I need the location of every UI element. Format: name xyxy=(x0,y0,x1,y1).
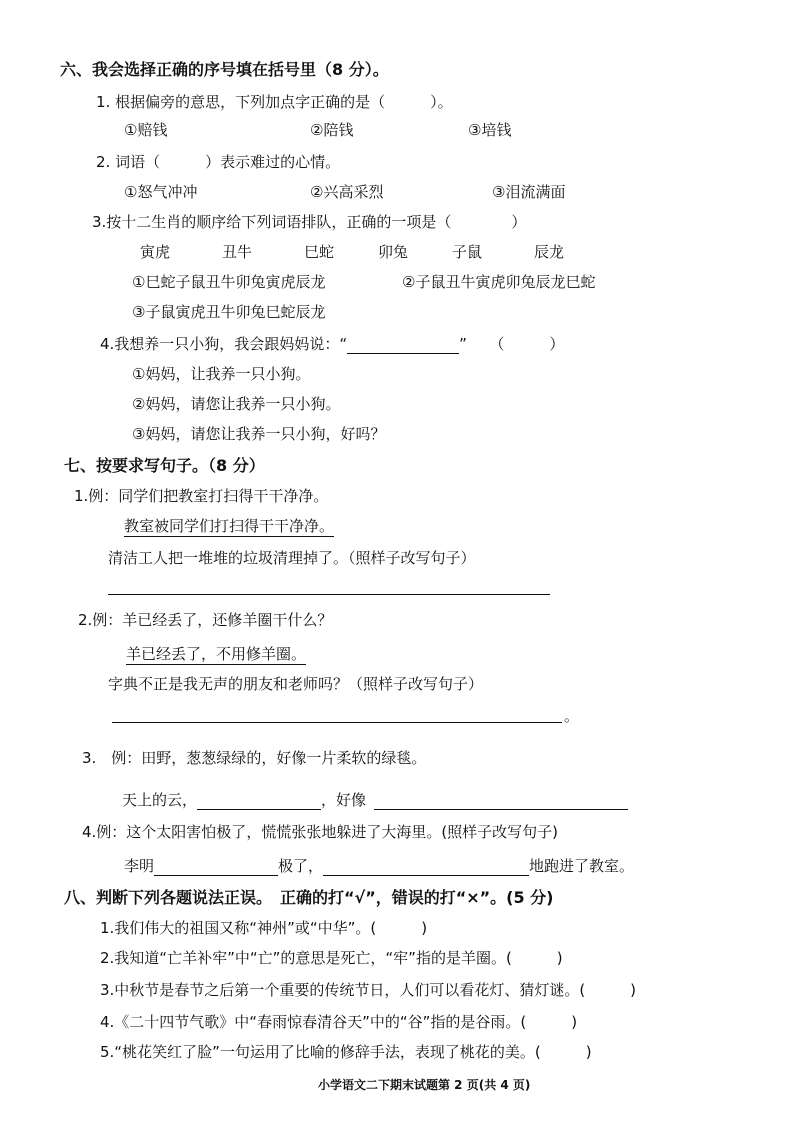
s6-q3-word: 巳蛇 xyxy=(304,243,335,261)
s6-q1-option-2: ②陪钱 xyxy=(310,121,354,139)
s7-q2-period: 。 xyxy=(564,707,580,725)
s7-q4-text-a: 李明 xyxy=(124,857,155,875)
s7-q4-example: 4.例：这个太阳害怕极了，慌慌张张地躲进了大海里。(照样子改写句子) xyxy=(82,823,559,841)
s6-q4-answer-blank[interactable] xyxy=(347,337,459,354)
s6-q4-option-2: ②妈妈，请您让我养一只小狗。 xyxy=(132,395,341,413)
s7-q4-blank-1[interactable] xyxy=(154,859,278,876)
s7-q1-task: 清洁工人把一堆堆的垃圾清理掉了。（照样子改写句子） xyxy=(108,549,476,567)
s7-q4-text-b: 极了， xyxy=(278,857,324,875)
s7-q1-example-answer xyxy=(124,516,334,536)
s7-q2-answer-line[interactable] xyxy=(112,722,562,723)
s6-q3-stem: 3.按十二生肖的顺序给下列词语排队，正确的一项是（ ） xyxy=(92,213,527,231)
s7-q2-example-answer xyxy=(126,644,306,664)
s6-q2-option-2: ②兴高采烈 xyxy=(310,183,384,201)
s7-q4-fill xyxy=(124,856,634,876)
s7-q3-text-b: ，好像 xyxy=(321,791,367,809)
s7-q1-answer-text: 教室被同学们打扫得干干净净。 xyxy=(124,517,335,535)
s6-q1-option-1: ①赔钱 xyxy=(124,121,168,139)
s6-q2-option-3: ③泪流满面 xyxy=(492,183,566,201)
s6-q3-word: 丑牛 xyxy=(222,243,253,261)
s7-q4-text-c: 地跑进了教室。 xyxy=(529,857,635,875)
s7-q3-blank-2[interactable] xyxy=(374,793,628,810)
s8-item-3: 3.中秋节是春节之后第一个重要的传统节日，人们可以看花灯、猜灯谜。( ) xyxy=(100,981,637,999)
s8-item-5: 5.“桃花笑红了脸”一句运用了比喻的修辞手法，表现了桃花的美。( ) xyxy=(100,1043,592,1061)
s6-q4-option-3: ③妈妈，请您让我养一只小狗，好吗？ xyxy=(132,425,386,443)
s7-q2-example: 2.例：羊已经丢了，还修羊圈干什么？ xyxy=(78,611,333,629)
s6-q2-option-1: ①怒气冲冲 xyxy=(124,183,198,201)
s6-q1-stem: 1. 根据偏旁的意思，下列加点字正确的是（ ）。 xyxy=(96,93,453,111)
s7-q1-answer-line[interactable] xyxy=(108,594,550,595)
s6-q4-stem-end: ” （ ） xyxy=(459,335,565,353)
section-6-title: 六、我会选择正确的序号填在括号里（8 分）。 xyxy=(60,60,389,79)
s6-q3-word: 子鼠 xyxy=(452,243,483,261)
s7-q2-answer-text: 羊已经丢了，不用修羊圈。 xyxy=(126,645,307,663)
section-8-title: 八、判断下列各题说法正误。 正确的打“√”，错误的打“×”。(5 分) xyxy=(64,888,554,907)
s7-q4-blank-2[interactable] xyxy=(323,859,529,876)
s6-q1-option-3: ③培钱 xyxy=(468,121,512,139)
s7-q1-example: 1.例：同学们把教室打扫得干干净净。 xyxy=(74,487,329,505)
s6-q3-option-3: ③子鼠寅虎丑牛卯兔巳蛇辰龙 xyxy=(132,303,326,321)
s6-q3-option-2: ②子鼠丑牛寅虎卯兔辰龙巳蛇 xyxy=(402,273,596,291)
s7-q3-example: 3. 例：田野，葱葱绿绿的，好像一片柔软的绿毯。 xyxy=(82,749,427,767)
s6-q4-stem xyxy=(100,334,564,354)
page-footer: 小学语文二下期末试题第 2 页(共 4 页) xyxy=(318,1078,531,1092)
s6-q3-option-1: ①巳蛇子鼠丑牛卯兔寅虎辰龙 xyxy=(132,273,326,291)
s8-item-2: 2.我知道“亡羊补牢”中“亡”的意思是死亡，“牢”指的是羊圈。( ) xyxy=(100,949,563,967)
s7-q3-text-a: 天上的云， xyxy=(122,791,198,809)
s6-q3-word: 卯兔 xyxy=(378,243,409,261)
s6-q4-option-1: ①妈妈，让我养一只小狗。 xyxy=(132,365,311,383)
s7-q3-fill xyxy=(122,790,628,810)
s8-item-1: 1.我们伟大的祖国又称“神州”或“中华”。( ) xyxy=(100,919,428,937)
s8-item-4: 4.《二十四节气歌》中“春雨惊春清谷天”中的“谷”指的是谷雨。( ) xyxy=(100,1013,578,1031)
s7-q3-blank-1[interactable] xyxy=(197,793,321,810)
s6-q4-stem-start: 4.我想养一只小狗，我会跟妈妈说：“ xyxy=(100,335,348,353)
s7-q2-task: 字典不正是我无声的朋友和老师吗？（照样子改写句子） xyxy=(108,675,484,693)
s6-q3-word: 辰龙 xyxy=(534,243,565,261)
s6-q3-word: 寅虎 xyxy=(140,243,171,261)
s6-q2-stem: 2. 词语（ ）表示难过的心情。 xyxy=(96,153,341,171)
section-7-title: 七、按要求写句子。（8 分） xyxy=(64,456,265,475)
